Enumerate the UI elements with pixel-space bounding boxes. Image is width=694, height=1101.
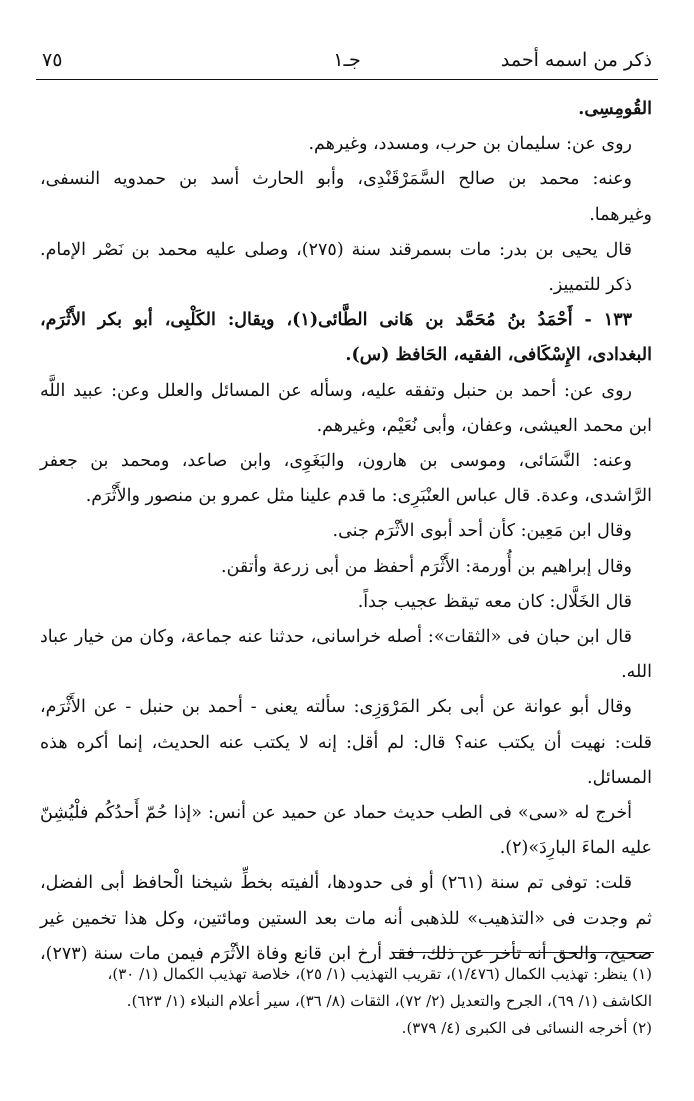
text-line: عليه الماءَ البارِدَ»(٢). [499, 838, 652, 859]
text-line: قال يحيى بن بدر: مات بسمرقند سنة (٢٧٥)، وصلى عليه محمد بن نَصْر الإمام. [40, 239, 632, 260]
text-line: وقال إبراهيم بن أُورمة: الأَثْرَم أحفظ من أبى زرعة وأتقن. [221, 556, 632, 577]
text-line: وعنه: النَّسَائى، وموسى بن هارون، والبَغَوِى، وابن صاعد، ومحمد بن جعفر [40, 451, 632, 472]
text-line: ذكر للتمييز. [548, 275, 632, 296]
text-line: وقال ابن مَعِين: كأن أحد أبوى الأثْرَم جنى. [332, 521, 632, 542]
text-line: وغيرهما. [589, 204, 652, 225]
text-line: أخرج له «سى» فى الطب حديث حماد عن حميد عن أنس: «إذا حُمّ أَحدُكُم فلْيُشِنّ [40, 803, 632, 824]
volume-label: جـ١ [333, 49, 361, 71]
text-line: ثم وجدت فى «التذهيب» للذهبى أنه مات بعد الستين ومائتين، وكل هذا تخمين غير [40, 908, 652, 929]
text-line: روى عن: سليمان بن حرب، ومسدد، وغيرهم. [308, 134, 632, 155]
text-line: قلت: توفى تم سنة (٢٦١) أو فى حدودها، ألفيته بخطِّ شيخنا الْحافظ أبى الفضل، [40, 873, 632, 894]
footnote-divider [392, 952, 654, 953]
text-line: روى عن: أحمد بن حنبل وتفقه عليه، وسأله عن المسائل والعلل وعن: عبيد اللَّه [40, 380, 632, 401]
footnote-line: (١) ينظر: تهذيب الكمال (١/٤٧٦)، تقريب التهذيب (١/ ٢٥)، خلاصة تهذيب الكمال (١/ ٣٠)، [107, 965, 652, 983]
footnote-line: (٢) أخرجه النسائى فى الكبرى (٤/ ٣٧٩). [401, 1019, 652, 1037]
entry-heading: ١٣٣ - أَحْمَدُ بنُ مُحَمَّد بن هَانى الطَّائى(١)، ويقال: الكَلْبِى، أبو بكر الأَثْرَم، [40, 310, 632, 331]
footnote-line: الكاشف (١/ ٦٩)، الجرح والتعديل (٢/ ٧٢)، الثقات (٨/ ٣٦)، سير أعلام النبلاء (١/ ٦٢٣). [126, 992, 652, 1010]
page-number: ٧٥ [42, 49, 63, 71]
running-header [36, 46, 658, 74]
text-line: الله. [621, 662, 652, 683]
text-line: ابن محمد العيشى، وعفان، وأبى نُعَيْم، وغيرهم. [316, 415, 652, 436]
running-title: ذكر من اسمه أحمد [500, 49, 652, 71]
text-line: وعنه: محمد بن صالح السَّمَرْقَنْدِى، وأبو الحارث أسد بن حمدويه النسفى، [40, 169, 632, 190]
text-line: قال ابن حبان فى «الثقات»: أصله خراسانى، حدثنا عنه جماعة، وكان من خيار عباد [40, 627, 632, 648]
text-line: قلت: نهيت أن يكتب عنه؟ قال: لم أقل: إنه لا يكتب عنه الحديث، إنما أكره هذه [40, 732, 652, 753]
text-line: المسائل. [587, 767, 652, 788]
main-text [40, 92, 652, 972]
text-line: وقال أبو عوانة عن أبى بكر المَرْوَزِى: سألته يعنى - أحمد بن حنبل - عن الأَثْرَم، [40, 697, 632, 718]
text-line: صحيح، والحق أنه تأخر عن ذلك، فقد أرخ ابن قانع وفاة الأثْرَم فيمن مات سنة (٢٧٣)، [40, 943, 652, 964]
text-line: قال الخَلَّال: كان معه تيقظ عجيب جداً. [357, 591, 632, 612]
header-divider [36, 79, 658, 80]
text-line: القُومِسِى. [578, 99, 652, 119]
entry-heading-cont: البغدادى، الإِسْكَافى، الفقيه، الحَافظ (س). [345, 345, 652, 366]
footnotes [40, 961, 652, 1042]
text-line: الرَّاشدى، وعدة. قال عباس العنْبَرِى: ما قدم علينا مثل عمرو بن منصور والأَثْرَم. [85, 486, 652, 507]
